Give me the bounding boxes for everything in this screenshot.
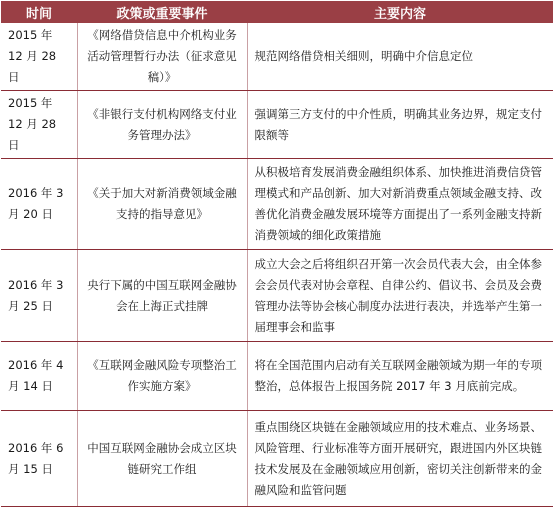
content-cell: 重点围绕区块链在金融领域应用的技术难点、业务场景、风险管理、行业标准等方面开展研究，跟进国内外区块链技术发展及在金融领域应用创新，密切关注创新带来的金融风险和监管问题 — [247, 411, 553, 507]
content-cell: 成立大会之后将组织召开第一次会员代表大会，由全体参会会员代表对协会章程、自律公约、倡议书、会员及会费管理办法等协会核心制度办法进行表决，并选举产生第一届理事会和监事 — [247, 250, 553, 342]
policy-events-table — [1, 1, 553, 507]
event-cell: 央行下属的中国互联网金融协会在上海正式挂牌 — [77, 250, 247, 342]
header-event: 政策或重要事件 — [77, 1, 247, 23]
table-row — [1, 159, 553, 250]
event-cell: 《网络借贷信息中介机构业务活动管理暂行办法（征求意见稿）》 — [77, 23, 247, 91]
time-cell: 2015 年 12 月 28 日 — [1, 91, 77, 159]
table-row — [1, 411, 553, 507]
time-cell: 2016 年 4 月 14 日 — [1, 342, 77, 411]
content-cell: 规范网络借贷相关细则，明确中介信息定位 — [247, 23, 553, 91]
time-cell: 2016 年 6 月 15 日 — [1, 411, 77, 507]
content-cell: 从积极培育发展消费金融组织体系、加快推进消费信贷管理模式和产品创新、加大对新消费重点领域金融支持、改善优化消费金融发展环境等方面提出了一系列金融支持新消费领域的细化政策措施 — [247, 159, 553, 250]
time-cell: 2016 年 3 月 20 日 — [1, 159, 77, 250]
table-row — [1, 23, 553, 91]
event-cell: 《关于加大对新消费领域金融支持的指导意见》 — [77, 159, 247, 250]
time-cell: 2015 年 12 月 28 日 — [1, 23, 77, 91]
time-cell: 2016 年 3 月 25 日 — [1, 250, 77, 342]
table-header-row — [1, 1, 553, 23]
table-row — [1, 91, 553, 159]
content-cell: 将在全国范围内启动有关互联网金融领域为期一年的专项整治，总体报告上报国务院 2017 年 3 月底前完成。 — [247, 342, 553, 411]
table-row — [1, 342, 553, 411]
table-row — [1, 250, 553, 342]
event-cell: 中国互联网金融协会成立区块链研究工作组 — [77, 411, 247, 507]
header-content: 主要内容 — [247, 1, 553, 23]
content-cell: 强调第三方支付的中介性质，明确其业务边界，规定支付限额等 — [247, 91, 553, 159]
header-time: 时间 — [1, 1, 77, 23]
event-cell: 《互联网金融风险专项整治工作实施方案》 — [77, 342, 247, 411]
event-cell: 《非银行支付机构网络支付业务管理办法》 — [77, 91, 247, 159]
